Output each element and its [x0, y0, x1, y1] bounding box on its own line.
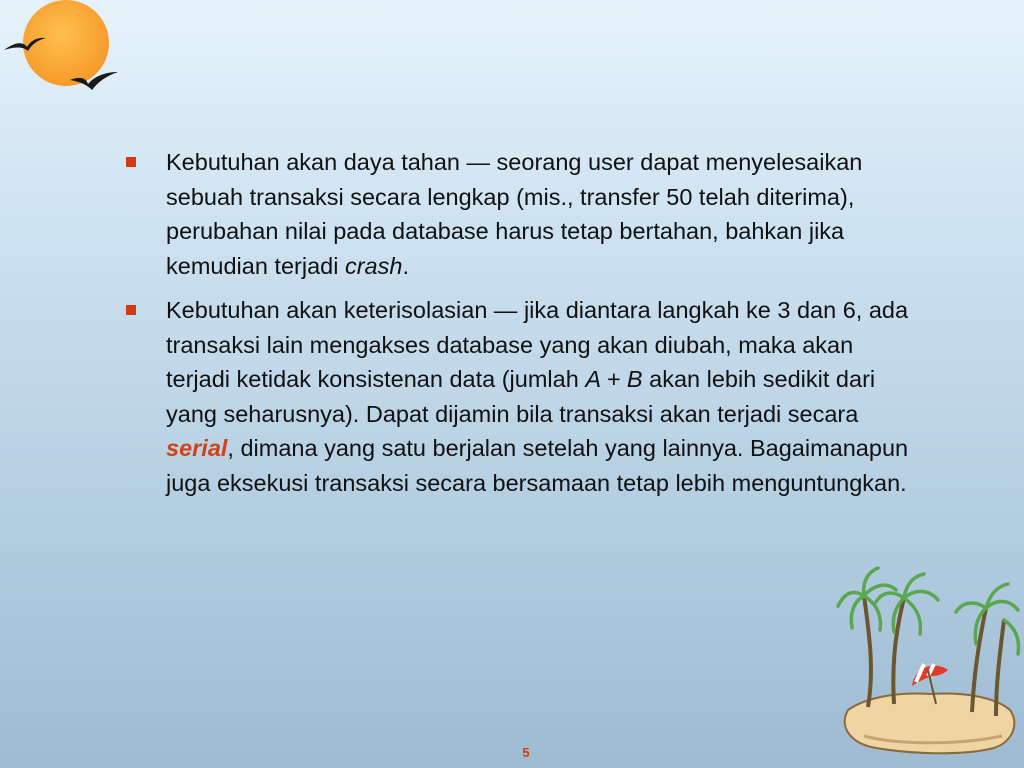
page-number: 5	[522, 745, 530, 760]
emphasis-text: A + B	[585, 366, 643, 392]
bullet-item	[126, 145, 916, 283]
sun-with-birds-icon	[0, 0, 130, 100]
content-area	[126, 145, 916, 510]
bullet-text: Kebutuhan akan keterisolasian — jika diantara langkah ke 3 dan 6, ada transaksi lain mengakses database yang akan diubah, maka akan terjadi ketidak konsistenan data (jumlah A + B akan lebih sedikit dari yang seharusnya). Dapat dijamin bila transaksi akan terjadi secara serial, dimana yang satu berjalan setelah yang lainnya. Bagaimanapun juga eksekusi transaksi secara bersamaan tetap lebih menguntungkan.	[166, 297, 909, 496]
emphasis-text: crash	[344, 252, 403, 279]
highlight-text: serial	[166, 435, 228, 461]
bullet-text: Kebutuhan akan daya tahan — seorang user dapat menyelesaikan sebuah transaksi secara lengkap (mis., transfer 50 telah diterima), perubahan nilai pada database harus tetap bertahan, bahkan jika kemudian terjadi crash.	[166, 149, 863, 279]
bullet-item	[126, 293, 916, 500]
square-bullet-icon	[126, 305, 136, 315]
square-bullet-icon	[126, 157, 136, 167]
palm-island-icon	[834, 560, 1024, 768]
